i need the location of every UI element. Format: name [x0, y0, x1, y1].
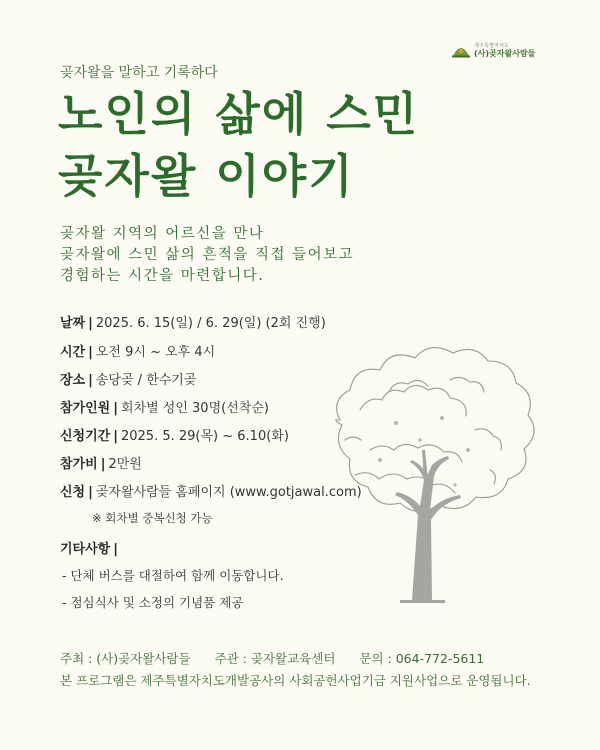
intro-line: 곶자왈 지역의 어르신을 만나 [60, 226, 265, 242]
detail-label: 장소 [60, 373, 86, 388]
detail-participants: 참가인원 | 회차별 성인 30명(선착순) [60, 401, 269, 416]
detail-value: 2025. 5. 29(목) ~ 6.10(화) [120, 429, 289, 444]
tree-illustration [300, 300, 550, 610]
subtitle: 곶자왈을 말하고 기록하다 [60, 65, 218, 81]
detail-label: 날짜 [60, 316, 86, 331]
detail-label: 참가인원 [60, 401, 111, 416]
detail-time: 시간 | 오전 9시 ~ 오후 4시 [60, 345, 216, 360]
detail-label: 신청 [60, 485, 86, 500]
intro-line: 곶자왈에 스민 삶의 흔적을 직접 들어보고 [60, 247, 355, 263]
detail-value: 2025. 6. 15(일) / 6. 29(일) (2회 진행) [95, 316, 326, 331]
footer-credits [60, 649, 504, 667]
title-line-2: 곶자왈 이야기 [58, 149, 355, 203]
footer-sponsor-note: 본 프로그램은 제주특별자치도개발공사의 사회공헌사업기금 지원사업으로 운영됩니다. [60, 673, 531, 688]
detail-fee: 참가비 | 2만원 [60, 457, 142, 472]
duplicate-application-note: ※ 회차별 중복신청 가능 [92, 511, 213, 525]
detail-place: 장소 | 송당곶 / 한수기곶 [60, 373, 197, 388]
footer-host: 주최 : (사)곶자왈사람들 [60, 651, 191, 666]
logo-small-text: 제주특별자치도 [474, 43, 510, 49]
detail-application-period: 신청기간 | 2025. 5. 29(목) ~ 6.10(화) [60, 429, 289, 444]
etc-label: 기타사항 [60, 542, 111, 557]
intro-text [60, 224, 354, 287]
logo-name: (사)곶자왈사람들 [474, 49, 536, 58]
detail-value: 오전 9시 ~ 오후 4시 [95, 345, 216, 360]
detail-label: 참가비 [60, 457, 98, 472]
organization-logo [452, 44, 535, 58]
detail-value: 2만원 [108, 457, 142, 472]
detail-value: 회차별 성인 30명(선착순) [120, 401, 269, 416]
detail-label: 시간 [60, 345, 86, 360]
detail-value: 곶자왈사람들 홈페이지 (www.gotjawal.com) [95, 485, 362, 500]
detail-date: 날짜 | 2025. 6. 15(일) / 6. 29(일) (2회 진행) [60, 316, 326, 331]
etc-heading: 기타사항 | [60, 542, 118, 557]
intro-line: 경험하는 시간을 마련합니다. [60, 268, 265, 284]
etc-item: - 점심식사 및 소정의 기념품 제공 [62, 595, 244, 610]
footer-organizer: 주관 : 곶자왈교육센터 [214, 651, 336, 666]
detail-label: 신청기간 [60, 429, 111, 444]
etc-item: - 단체 버스를 대절하여 함께 이동합니다. [62, 568, 284, 583]
footer-contact: 문의 : 064-772-5611 [359, 651, 485, 666]
detail-application: 신청 | 곶자왈사람들 홈페이지 (www.gotjawal.com) [60, 485, 362, 500]
logo-icon [452, 44, 470, 58]
title-line-1: 노인의 삶에 스민 [58, 87, 420, 141]
detail-value: 송당곶 / 한수기곶 [95, 373, 197, 388]
